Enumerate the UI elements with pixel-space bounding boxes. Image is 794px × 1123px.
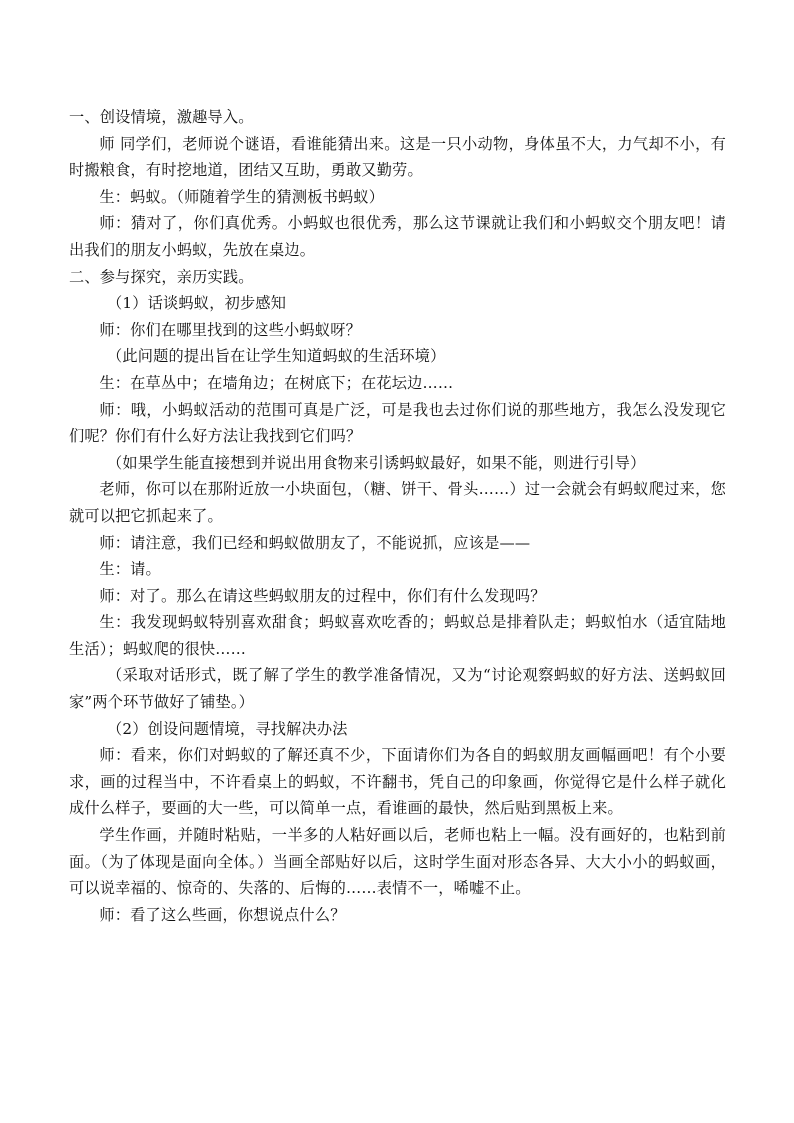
teaching-note: （如果学生能直接想到并说出用食物来引诱蚂蚁最好，如果不能，则进行引导） — [107, 453, 646, 472]
paragraph: 生：我发现蚂蚁特别喜欢甜食；蚂蚁喜欢吃香的；蚂蚁总是排着队走；蚂蚁怕水（适宜陆地生活）；蚂蚁爬的很快…… — [69, 613, 726, 658]
paragraph: 师：对了。那么在请这些蚂蚁朋友的过程中，你们有什么发现吗？ — [99, 586, 546, 605]
paragraph: 生：请。 — [99, 560, 161, 579]
subsection-heading-2: （2）创设问题情境，寻找解决办法 — [107, 719, 348, 738]
teaching-note: （此问题的提出旨在让学生知道蚂蚁的生活环境） — [107, 347, 446, 366]
paragraph: 师：哦，小蚂蚁活动的范围可真是广泛，可是我也去过你们说的那些地方，我怎么没发现它们呢？你们有什么好方法让我找到它们吗？ — [69, 400, 726, 446]
paragraph: 师：你们在哪里找到的这些小蚂蚁呀？ — [99, 320, 361, 339]
paragraph: 生：在草丛中；在墙角边；在树底下；在花坛边…… — [99, 373, 454, 392]
paragraph: 学生作画，并随时粘贴，一半多的人粘好画以后，老师也粘上一幅。没有画好的，也粘到前面。（为了体现是面向全体。）当画全部贴好以后，这时学生面对形态各异、大大小小的蚂蚁画，可以说幸福的、惊奇的、失落的、后悔的……表情不一，唏嘘不止。 — [69, 826, 726, 898]
paragraph: 师：猜对了，你们真优秀。小蚂蚁也很优秀，那么这节课就让我们和小蚂蚁交个朋友吧！请出我们的朋友小蚂蚁，先放在桌边。 — [69, 214, 726, 259]
section-heading-1: 一、创设情境，激趣导入。 — [69, 108, 254, 126]
subsection-heading-1: （1）话谈蚂蚁，初步感知 — [107, 294, 287, 313]
section-heading-2: 二、参与探究，亲历实践。 — [69, 267, 254, 286]
teaching-note: （采取对话形式，既了解了学生的教学准备情况，又为“讨论观察蚂蚁的好方法、送蚂蚁回家”两个环节做好了铺垫。） — [69, 666, 726, 712]
paragraph: 师 同学们，老师说个谜语，看谁能猜出来。这是一只小动物，身体虽不大，力气却不小，有时搬粮食，有时挖地道，团结又互助，勇敢又勤劳。 — [69, 134, 726, 180]
paragraph: 师：请注意，我们已经和蚂蚁做朋友了，不能说抓，应该是—— — [99, 533, 531, 552]
paragraph: 师：看了这么些画，你想说点什么？ — [99, 905, 346, 924]
paragraph: 老师，你可以在那附近放一小块面包，（糖、饼干、骨头……）过一会就会有蚂蚁爬过来，您就可以把它抓起来了。 — [69, 480, 726, 525]
paragraph: 师：看来，你们对蚂蚁的了解还真不少，下面请你们为各自的蚂蚁朋友画幅画吧！有个小要求，画的过程当中，不许看桌上的蚂蚁，不许翻书，凭自己的印象画，你觉得它是什么样子就化成什么样子，要画的大一些，可以简单一点，看谁画的最快，然后贴到黑板上来。 — [69, 746, 726, 818]
paragraph: 生：蚂蚁。（师随着学生的猜测板书蚂蚁） — [99, 187, 385, 206]
